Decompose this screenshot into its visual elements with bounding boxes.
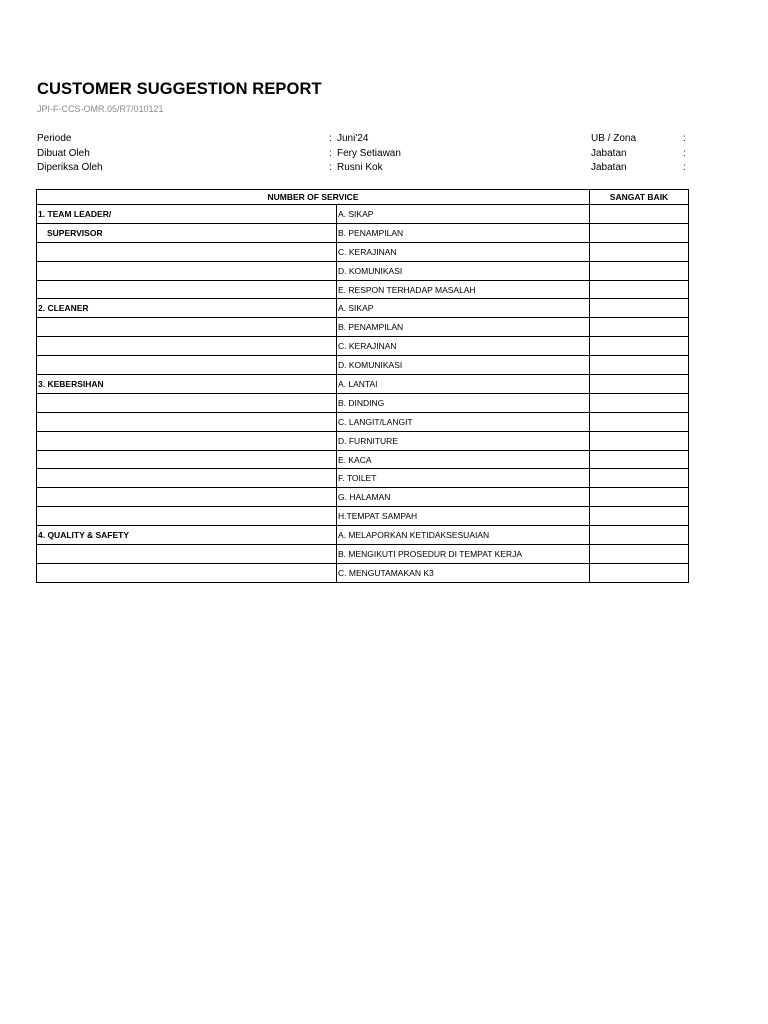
section-cell xyxy=(37,412,337,431)
table-row xyxy=(37,280,689,299)
header-sangat-baik: SANGAT BAIK xyxy=(590,190,689,205)
table-row xyxy=(37,375,689,394)
rating-cell[interactable] xyxy=(590,205,689,224)
meta-row-diperiksa-oleh xyxy=(37,161,383,176)
meta-colon: : xyxy=(683,162,686,173)
header-number-of-service: NUMBER OF SERVICE xyxy=(37,190,590,205)
meta-colon: : xyxy=(329,162,332,173)
item-cell: B. PENAMPILAN xyxy=(337,318,590,337)
section-cell xyxy=(37,242,337,261)
item-cell: D. KOMUNIKASI xyxy=(337,261,590,280)
section-cell xyxy=(37,450,337,469)
meta-colon: : xyxy=(683,147,686,159)
rating-cell[interactable] xyxy=(590,526,689,545)
meta-colon: : xyxy=(329,147,332,159)
section-cell xyxy=(37,507,337,526)
meta-value: Rusni Kok xyxy=(337,162,383,173)
meta-row-jabatan-2 xyxy=(591,161,691,176)
section-cell xyxy=(37,280,337,299)
table-row xyxy=(37,223,689,242)
rating-cell[interactable] xyxy=(590,393,689,412)
item-cell: A. SIKAP xyxy=(337,299,590,318)
section-cell xyxy=(37,545,337,564)
meta-label: Jabatan xyxy=(591,147,627,159)
item-cell: F. TOILET xyxy=(337,469,590,488)
rating-cell[interactable] xyxy=(590,488,689,507)
section-cell: 3. KEBERSIHAN xyxy=(37,375,337,394)
section-cell xyxy=(37,356,337,375)
item-cell: C. KERAJINAN xyxy=(337,242,590,261)
table-row xyxy=(37,450,689,469)
table-row xyxy=(37,393,689,412)
meta-row-jabatan xyxy=(591,147,691,162)
meta-row-ub-zona xyxy=(591,132,691,147)
table-row xyxy=(37,526,689,545)
table-row xyxy=(37,507,689,526)
table-header-row xyxy=(37,190,689,205)
service-table xyxy=(36,189,689,583)
item-cell: B. MENGIKUTI PROSEDUR DI TEMPAT KERJA xyxy=(337,545,590,564)
section-cell xyxy=(37,431,337,450)
meta-label: UB / Zona xyxy=(591,133,637,144)
section-cell: SUPERVISOR xyxy=(37,223,337,242)
rating-cell[interactable] xyxy=(590,469,689,488)
item-cell: G. HALAMAN xyxy=(337,488,590,507)
item-cell: A. SIKAP xyxy=(337,205,590,224)
section-cell xyxy=(37,318,337,337)
meta-label: Periode xyxy=(37,133,72,144)
section-cell xyxy=(37,469,337,488)
table-row xyxy=(37,469,689,488)
item-cell: E. RESPON TERHADAP MASALAH xyxy=(337,280,590,299)
meta-colon: : xyxy=(329,133,332,144)
section-cell xyxy=(37,393,337,412)
table-row xyxy=(37,431,689,450)
rating-cell[interactable] xyxy=(590,375,689,394)
section-cell xyxy=(37,261,337,280)
meta-label: Jabatan xyxy=(591,162,627,173)
item-cell: B. DINDING xyxy=(337,393,590,412)
rating-cell[interactable] xyxy=(590,242,689,261)
document-code: JPI-F-CCS-OMR.05/R7/010121 xyxy=(37,104,164,114)
item-cell: D. KOMUNIKASI xyxy=(337,356,590,375)
report-title: CUSTOMER SUGGESTION REPORT xyxy=(37,80,322,98)
table-row xyxy=(37,242,689,261)
rating-cell[interactable] xyxy=(590,337,689,356)
rating-cell[interactable] xyxy=(590,356,689,375)
rating-cell[interactable] xyxy=(590,545,689,564)
section-cell: 1. TEAM LEADER/ xyxy=(37,205,337,224)
meta-value: Juni'24 xyxy=(337,133,369,144)
meta-label: Dibuat Oleh xyxy=(37,147,90,159)
item-cell: H.TEMPAT SAMPAH xyxy=(337,507,590,526)
section-cell xyxy=(37,337,337,356)
rating-cell[interactable] xyxy=(590,261,689,280)
item-cell: C. MENGUTAMAKAN K3 xyxy=(337,563,590,582)
meta-row-dibuat-oleh xyxy=(37,147,401,162)
section-cell xyxy=(37,488,337,507)
meta-row-periode xyxy=(37,132,369,147)
item-cell: B. PENAMPILAN xyxy=(337,223,590,242)
rating-cell[interactable] xyxy=(590,563,689,582)
rating-cell[interactable] xyxy=(590,450,689,469)
item-cell: C. KERAJINAN xyxy=(337,337,590,356)
meta-label: Diperiksa Oleh xyxy=(37,162,103,173)
table-row xyxy=(37,545,689,564)
section-cell xyxy=(37,563,337,582)
meta-left-block xyxy=(37,132,401,176)
item-cell: D. FURNITURE xyxy=(337,431,590,450)
table-row xyxy=(37,205,689,224)
meta-colon: : xyxy=(683,133,686,144)
table-row xyxy=(37,337,689,356)
rating-cell[interactable] xyxy=(590,299,689,318)
rating-cell[interactable] xyxy=(590,412,689,431)
section-cell: 2. CLEANER xyxy=(37,299,337,318)
rating-cell[interactable] xyxy=(590,318,689,337)
table-row xyxy=(37,488,689,507)
item-cell: A. LANTAI xyxy=(337,375,590,394)
table-row xyxy=(37,356,689,375)
rating-cell[interactable] xyxy=(590,280,689,299)
table-row xyxy=(37,318,689,337)
table-row xyxy=(37,299,689,318)
item-cell: C. LANGIT/LANGIT xyxy=(337,412,590,431)
item-cell: E. KACA xyxy=(337,450,590,469)
meta-right-block xyxy=(591,132,691,176)
rating-cell[interactable] xyxy=(590,507,689,526)
section-cell: 4. QUALITY & SAFETY xyxy=(37,526,337,545)
meta-value: Fery Setiawan xyxy=(337,147,401,159)
item-cell: A. MELAPORKAN KETIDAKSESUAIAN xyxy=(337,526,590,545)
table-row xyxy=(37,261,689,280)
rating-cell[interactable] xyxy=(590,223,689,242)
rating-cell[interactable] xyxy=(590,431,689,450)
table-row xyxy=(37,563,689,582)
table-row xyxy=(37,412,689,431)
